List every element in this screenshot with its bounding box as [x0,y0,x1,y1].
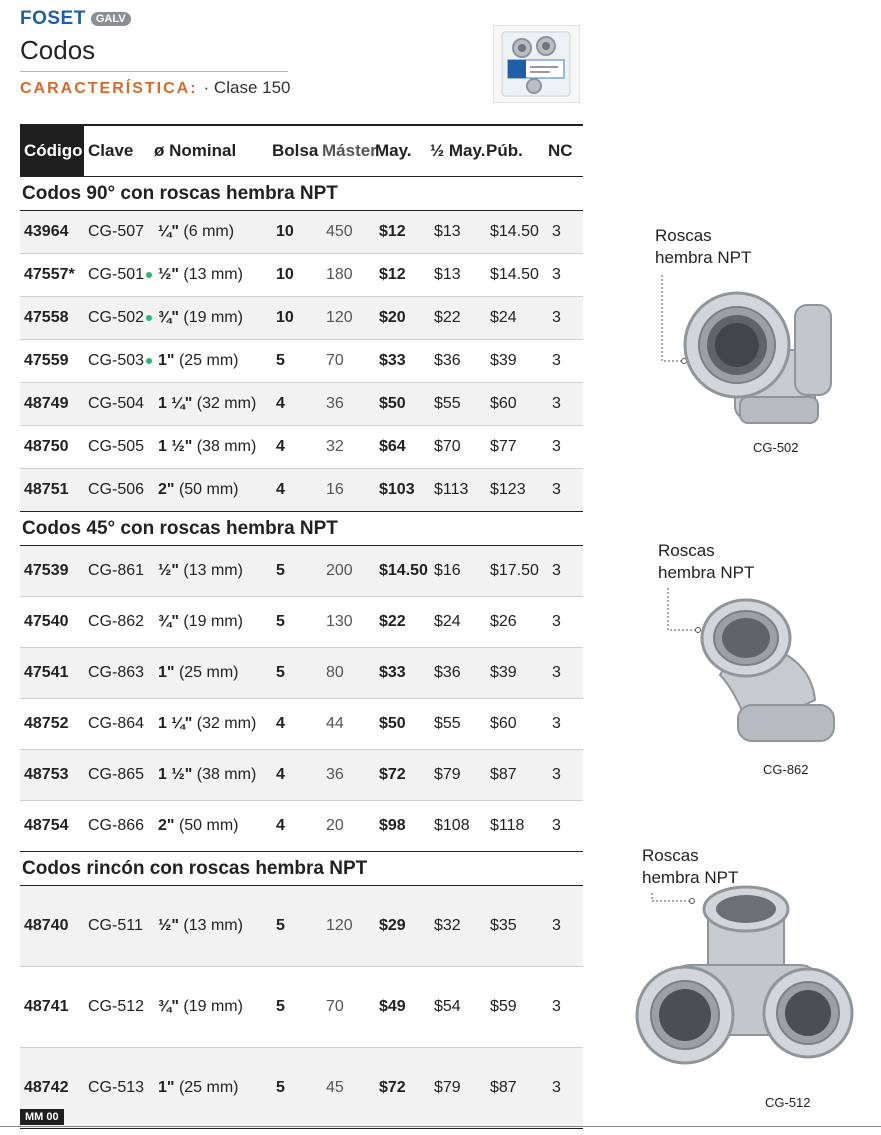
product-code: CG-862 [763,762,809,777]
cell-master: 180 [326,266,353,283]
cell-bolsa: 5 [276,1079,285,1096]
cell-nominal [158,998,276,1016]
cell-may: $50 [379,395,406,412]
cell-may: $14.50 [379,562,428,579]
nominal-mm: (38 mm) [196,766,257,783]
cell-clave [88,664,158,682]
nominal-mm: (32 mm) [196,395,257,412]
cell-codigo: 47559 [24,352,69,369]
nominal-size: ¾" [158,998,179,1015]
cell-pub: $14.50 [490,266,539,283]
cell-may: $29 [379,917,406,934]
cell-half-may: $79 [434,1079,461,1096]
table-row [20,211,583,254]
cell-codigo: 48750 [24,438,69,455]
page-title: Codos [20,35,96,65]
cell-bolsa: 5 [276,917,285,934]
clave-text: CG-862 [88,613,145,630]
col-header-may: May. [375,141,412,160]
cell-pub: $24 [490,309,517,326]
cell-master: 45 [326,1079,344,1096]
cell-may: $12 [379,223,406,240]
nominal-size: ½" [158,266,179,283]
cell-nominal [158,223,276,241]
new-item-dot-icon [146,358,152,364]
nominal-size: 1" [158,352,175,369]
cell-pub: $123 [490,481,526,498]
cell-clave [88,395,158,413]
cell-pub: $60 [490,715,517,732]
cell-nc: 3 [552,998,561,1015]
cell-codigo: 43964 [24,223,69,240]
cell-codigo: 47558 [24,309,69,326]
cell-codigo: 47539 [24,562,69,579]
cell-bolsa: 10 [276,223,294,240]
cell-half-may: $36 [434,352,461,369]
cell-bolsa: 5 [276,562,285,579]
cell-pub: $77 [490,438,517,455]
cell-half-may: $36 [434,664,461,681]
clave-text: CG-511 [88,917,143,934]
cell-codigo: 48742 [24,1079,69,1096]
cell-may: $33 [379,352,406,369]
clave-text: CG-503 [88,352,145,369]
cell-bolsa: 4 [276,766,285,783]
cell-bolsa: 4 [276,481,285,498]
nominal-size: ½" [158,917,179,934]
cell-clave [88,715,158,733]
cell-nc: 3 [552,715,561,732]
cell-bolsa: 5 [276,352,285,369]
cell-nc: 3 [552,438,561,455]
cell-master: 44 [326,715,344,732]
page-number-tag: MM 00 [20,1109,64,1125]
cell-half-may: $24 [434,613,461,630]
cell-master: 120 [326,917,353,934]
cell-nc: 3 [552,352,561,369]
cell-clave [88,817,158,835]
nominal-mm: (19 mm) [183,613,243,630]
product-label-line1: Roscas [655,226,712,245]
new-item-dot-icon [146,272,152,278]
section-title: Codos 90° con roscas hembra NPT [20,177,583,211]
table-row [20,383,583,426]
galv-badge: GALV [91,12,131,26]
cell-nc: 3 [552,562,561,579]
col-header-half-may: ½ May. [430,141,486,160]
cell-codigo: 48752 [24,715,69,732]
clave-text: CG-866 [88,817,145,834]
product-label-line1: Roscas [642,846,699,865]
table-row [20,886,583,967]
cell-half-may: $16 [434,562,461,579]
nominal-size: 1 ½" [158,438,193,455]
col-header-master: Máster [322,141,377,160]
cell-nc: 3 [552,613,561,630]
col-header-nc: NC [548,141,573,160]
cell-codigo: 48754 [24,817,69,834]
cell-clave [88,998,158,1016]
cell-pub: $87 [490,766,517,783]
price-table [20,124,583,1129]
table-row [20,1048,583,1129]
cell-bolsa: 4 [276,438,285,455]
cell-clave [88,613,158,631]
nominal-size: 2" [158,481,175,498]
cell-may: $64 [379,438,406,455]
cell-may: $98 [379,817,406,834]
product-label-line2: hembra NPT [642,868,739,887]
nominal-mm: (19 mm) [183,309,243,326]
nominal-mm: (25 mm) [178,352,239,369]
cell-pub: $118 [490,817,525,834]
nominal-mm: (6 mm) [183,223,235,240]
cell-may: $72 [379,766,406,783]
cell-clave [88,917,158,935]
cell-bolsa: 5 [276,613,285,630]
product-code: CG-502 [753,440,799,455]
side-outlet-elbow-icon [630,885,860,1085]
cell-may: $103 [379,481,415,498]
cell-nc: 3 [552,817,561,834]
cell-master: 36 [326,766,344,783]
cell-nc: 3 [552,309,561,326]
cell-nominal [158,613,276,631]
cell-nominal [158,817,276,835]
col-header-pub: Púb. [486,141,523,160]
product-label-line1: Roscas [658,541,715,560]
cell-pub: $39 [490,352,517,369]
cell-half-may: $32 [434,917,461,934]
nominal-size: 1 ½" [158,766,193,783]
product-code: CG-512 [765,1095,811,1110]
cell-pub: $17.50 [490,562,539,579]
cell-clave [88,562,158,580]
cell-nc: 3 [552,664,561,681]
cell-bolsa: 10 [276,266,294,283]
nominal-mm: (13 mm) [183,266,243,283]
cell-bolsa: 5 [276,998,285,1015]
clave-text: CG-501 [88,266,145,283]
cell-bolsa: 4 [276,715,285,732]
table-row [20,254,583,297]
cell-clave [88,1079,158,1097]
clave-text: CG-863 [88,664,145,681]
product-label [658,540,754,584]
clave-text: CG-502 [88,309,145,326]
cell-clave [88,223,158,241]
cell-codigo: 48749 [24,395,69,412]
nominal-size: 1 ¼" [158,715,193,732]
cell-pub: $14.50 [490,223,539,240]
table-row [20,546,583,597]
cell-may: $72 [379,1079,406,1096]
cell-half-may: $79 [434,766,461,783]
title-divider [20,71,288,72]
nominal-mm: (32 mm) [196,715,257,732]
new-item-dot-icon [146,315,152,321]
cell-nominal [158,664,276,682]
cell-nominal [158,266,276,284]
cell-nominal [158,917,276,935]
table-row [20,648,583,699]
elbow-45-icon [640,580,860,755]
cell-clave [88,766,158,784]
table-row [20,801,583,852]
cell-nominal [158,395,276,413]
nominal-size: ¾" [158,309,179,326]
cell-nominal [158,481,276,499]
product-cg-502 [640,225,860,465]
clave-text: CG-512 [88,998,145,1015]
feature-label: CARACTERÍSTICA: [20,80,198,97]
nominal-mm: (13 mm) [183,917,243,934]
table-header-row [20,126,583,177]
cell-codigo: 48751 [24,481,69,498]
cell-codigo: 47557* [24,266,75,283]
cell-master: 120 [326,309,353,326]
cell-clave [88,266,158,284]
table-row [20,469,583,512]
cell-may: $12 [379,266,406,283]
bottom-divider [0,1126,881,1127]
table-row [20,699,583,750]
clave-text: CG-864 [88,715,145,732]
table-row [20,750,583,801]
cell-half-may: $113 [434,481,469,498]
table-row [20,426,583,469]
nominal-size: ¾" [158,613,179,630]
cell-half-may: $13 [434,266,461,283]
cell-half-may: $55 [434,395,461,412]
nominal-mm: (13 mm) [183,562,243,579]
clave-text: CG-506 [88,481,145,498]
cell-master: 36 [326,395,344,412]
package-photo [493,25,580,103]
feature-value: · Clase 150 [203,78,291,97]
cell-master: 200 [326,562,353,579]
cell-nominal [158,1079,276,1097]
elbow-90-icon [640,265,860,435]
cell-codigo: 47540 [24,613,69,630]
cell-may: $49 [379,998,406,1015]
cell-bolsa: 5 [276,664,285,681]
table-row [20,597,583,648]
cell-pub: $60 [490,395,517,412]
nominal-size: 2" [158,817,175,834]
nominal-mm: (50 mm) [178,481,239,498]
cell-bolsa: 4 [276,817,285,834]
clave-text: CG-504 [88,395,145,412]
cell-may: $33 [379,664,406,681]
nominal-size: 1 ¼" [158,395,193,412]
cell-codigo: 48741 [24,998,69,1015]
cell-clave [88,438,158,456]
cell-pub: $87 [490,1079,517,1096]
cell-nc: 3 [552,917,561,934]
cell-may: $20 [379,309,406,326]
table-row [20,967,583,1048]
cell-half-may: $54 [434,998,461,1015]
cell-nominal [158,352,276,370]
cell-codigo: 47541 [24,664,69,681]
product-cg-862 [640,540,860,785]
product-label-line2: hembra NPT [655,248,752,267]
cell-bolsa: 10 [276,309,294,326]
clave-text: CG-507 [88,223,145,240]
cell-codigo: 48753 [24,766,69,783]
brand-logo [20,8,131,30]
nominal-mm: (25 mm) [178,1079,239,1096]
nominal-size: ¼" [158,223,179,240]
nominal-mm: (50 mm) [178,817,239,834]
product-label [642,845,738,889]
clave-text: CG-865 [88,766,145,783]
cell-master: 70 [326,998,344,1015]
cell-nc: 3 [552,481,561,498]
cell-nominal [158,562,276,580]
cell-half-may: $13 [434,223,461,240]
cell-nc: 3 [552,395,561,412]
brand-name: FOSET [20,8,86,29]
product-label-line2: hembra NPT [658,563,755,582]
cell-codigo: 48740 [24,917,69,934]
cell-master: 20 [326,817,344,834]
cell-nc: 3 [552,1079,561,1096]
nominal-mm: (19 mm) [183,998,243,1015]
nominal-size: ½" [158,562,179,579]
cell-pub: $39 [490,664,517,681]
feature-line [20,78,290,98]
cell-may: $22 [379,613,406,630]
cell-clave [88,309,158,327]
cell-nominal [158,438,276,456]
nominal-size: 1" [158,664,175,681]
cell-half-may: $70 [434,438,461,455]
clave-text: CG-861 [88,562,145,579]
cell-master: 80 [326,664,344,681]
clave-text: CG-513 [88,1079,145,1096]
col-header-bolsa: Bolsa [272,141,319,160]
product-label [655,225,751,269]
cell-pub: $59 [490,998,517,1015]
cell-master: 16 [326,481,344,498]
section-title: Codos rincón con roscas hembra NPT [20,852,583,886]
cell-bolsa: 4 [276,395,285,412]
table-row [20,340,583,383]
cell-nominal [158,309,276,327]
cell-half-may: $55 [434,715,461,732]
cell-master: 130 [326,613,353,630]
product-cg-512 [630,845,860,1115]
cell-pub: $35 [490,917,517,934]
nominal-mm: (38 mm) [196,438,257,455]
cell-master: 450 [326,223,353,240]
col-header-codigo: Código [20,126,84,176]
clave-text: CG-505 [88,438,145,455]
cell-nc: 3 [552,223,561,240]
table-row [20,297,583,340]
cell-clave [88,481,158,499]
cell-master: 32 [326,438,344,455]
section-title: Codos 45° con roscas hembra NPT [20,512,583,546]
cell-nc: 3 [552,766,561,783]
cell-pub: $26 [490,613,517,630]
cell-may: $50 [379,715,406,732]
cell-nominal [158,715,276,733]
cell-half-may: $22 [434,309,461,326]
cell-clave [88,352,158,370]
cell-master: 70 [326,352,344,369]
nominal-size: 1" [158,1079,175,1096]
col-header-clave: Clave [88,141,134,160]
cell-half-may: $108 [434,817,470,834]
cell-nc: 3 [552,266,561,283]
nominal-mm: (25 mm) [178,664,239,681]
table-body [20,177,583,1129]
col-header-nominal: ø Nominal [154,141,237,160]
cell-nominal [158,766,276,784]
